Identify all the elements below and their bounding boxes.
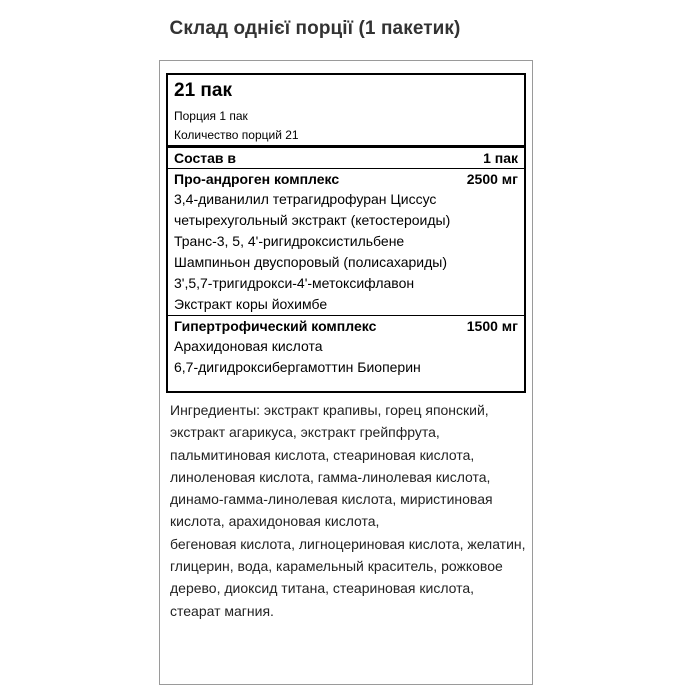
composition-header-row	[174, 148, 518, 168]
ingredients-text-continued: бегеновая кислота, лигноцериновая кислота, желатин, глицерин, вода, карамельный краситель, рожковое дерево, диоксид титана, стеариновая кислота, стеарат магния.	[170, 535, 526, 619]
group-item: четырехугольный экстракт (кетостероиды)	[174, 212, 451, 228]
group-header-row	[174, 169, 518, 189]
group-item: 3,4-диванилил тетрагидрофуран Циссус	[174, 191, 437, 207]
group-header-row	[174, 316, 518, 336]
serving-size: Порция 1 пак	[174, 109, 248, 123]
group-name: Гипертрофический комплекс	[174, 318, 377, 334]
page-heading: Склад однієї порції (1 пакетик)	[169, 18, 461, 39]
group-amount: 1500 мг	[466, 318, 518, 334]
nutrition-label	[166, 73, 526, 393]
label-title: 21 пак	[174, 80, 232, 101]
group-item: Транс-3, 5, 4'-ригидроксистильбене	[174, 233, 405, 249]
ingredients-block	[170, 399, 526, 622]
group-item: Шампиньон двуспоровый (полисахариды)	[174, 254, 447, 270]
composition-value: 1 пак	[483, 150, 518, 166]
composition-label: Состав в	[174, 150, 237, 166]
group-item: 3',5,7-тригидрокси-4'-метоксифлавон	[174, 275, 415, 291]
group-amount: 2500 мг	[466, 171, 518, 187]
group-item: Арахидоновая кислота	[174, 338, 323, 354]
ingredients-text: Ингредиенты: экстракт крапивы, горец японский, экстракт агарикуса, экстракт грейпфрута, пальмитиновая кислота, стеариновая кислота, линоленовая кислота, гамма-линолевая кислота, динамо-гамма-линолевая кислота, миристиновая кислота, арахидоновая кислота,	[170, 402, 493, 530]
group-name: Про-андроген комплекс	[174, 171, 340, 187]
group-item: 6,7-дигидроксибергамоттин Биоперин	[174, 359, 421, 375]
servings-count: Количество порций 21	[174, 128, 299, 142]
group-item: Экстракт коры йохимбе	[174, 296, 328, 312]
